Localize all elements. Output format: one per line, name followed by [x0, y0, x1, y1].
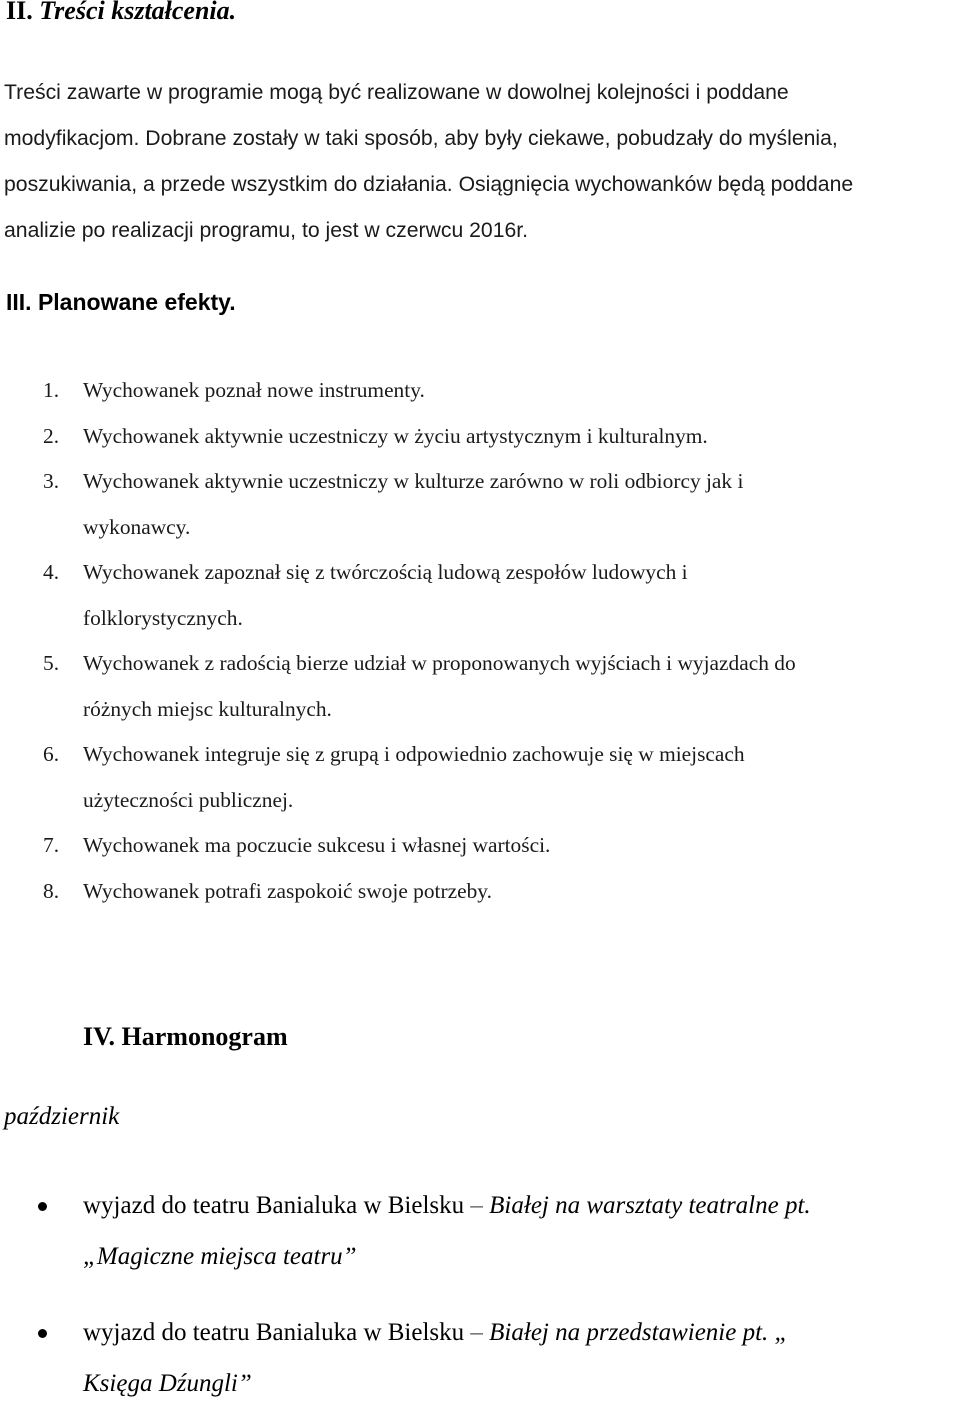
effect-list-item	[0, 414, 960, 460]
paragraph-line: analizie po realizacji programu, to jest w czerwcu 2016r.	[4, 219, 529, 242]
effects-list	[0, 368, 960, 914]
event-description: wyjazd do teatru Banialuka w Bielsku	[83, 1319, 465, 1346]
paragraph-line: poszukiwania, a przede wszystkim do działania. Osiągnięcia wychowanków będą poddane	[4, 173, 854, 196]
effect-list-item	[0, 641, 960, 687]
bullet-icon	[38, 1329, 47, 1338]
effect-text: różnych miejsc kulturalnych.	[83, 696, 332, 721]
effect-text: Wychowanek z radością bierze udział w proponowanych wyjściach i wyjazdach do	[83, 651, 796, 675]
section-heading-harmonogram: IV. Harmonogram	[83, 1022, 288, 1051]
paragraph-line: Treści zawarte w programie mogą być realizowane w dowolnej kolejności i poddane	[4, 81, 789, 104]
effect-text: Wychowanek aktywnie uczestniczy w kulturze zarówno w roli odbiorcy jak i	[83, 469, 744, 493]
effect-list-item	[0, 459, 960, 505]
schedule-item	[0, 1180, 960, 1282]
effect-text: Wychowanek integruje się z grupą i odpowiednio zachowuje się w miejscach	[83, 742, 745, 766]
section-number: II.	[6, 0, 33, 25]
effect-number: 1.	[43, 378, 60, 402]
effect-number: 8.	[43, 878, 60, 903]
effect-text: Wychowanek aktywnie uczestniczy w życiu artystycznym i kulturalnym.	[83, 423, 708, 448]
effect-list-item	[0, 823, 960, 869]
event-title-line: „Magiczne miejsca teatru”	[83, 1243, 357, 1270]
section-title: Treści kształcenia.	[39, 0, 237, 25]
effect-list-item	[0, 550, 960, 596]
bullet-icon	[38, 1202, 47, 1211]
paragraph-line: modyfikacjom. Dobrane zostały w taki sposób, aby były ciekawe, pobudzały do myślenia,	[4, 127, 838, 150]
schedule-line	[83, 1180, 960, 1231]
effect-text: folklorystycznych.	[83, 605, 243, 630]
effect-text: Wychowanek potrafi zaspokoić swoje potrzeby.	[83, 878, 492, 903]
effect-list-item	[0, 732, 960, 778]
effect-list-item	[0, 596, 960, 642]
effect-text: wykonawcy.	[83, 514, 191, 539]
effect-number: 6.	[43, 742, 60, 766]
effect-number: 4.	[43, 560, 60, 584]
effect-list-item	[0, 687, 960, 733]
effect-list-item	[0, 368, 960, 414]
event-dash: –	[464, 1192, 490, 1219]
event-dash: –	[464, 1319, 490, 1346]
effect-number: 3.	[43, 469, 60, 493]
event-title-part: Białej na warsztaty teatralne pt.	[489, 1192, 811, 1219]
effect-text: Wychowanek ma poczucie sukcesu i własnej wartości.	[83, 833, 551, 857]
effect-list-item	[0, 778, 960, 824]
section-heading-tresci	[6, 0, 236, 26]
schedule-item	[0, 1307, 960, 1409]
schedule-line	[83, 1307, 960, 1358]
effect-number: 5.	[43, 651, 60, 675]
effect-number: 7.	[43, 833, 60, 857]
event-title-part: Białej na przedstawienie pt. „	[489, 1319, 789, 1346]
month-label: październik	[4, 1103, 120, 1130]
event-description: wyjazd do teatru Banialuka w Bielsku	[83, 1192, 465, 1219]
event-title-line: Księga Dźungli”	[83, 1370, 252, 1397]
schedule-list	[0, 1180, 960, 1409]
effect-text: użyteczności publicznej.	[83, 787, 294, 812]
effect-list-item	[0, 505, 960, 551]
effect-number: 2.	[43, 423, 60, 448]
section-paragraph	[4, 70, 960, 254]
effect-text: Wychowanek poznał nowe instrumenty.	[83, 378, 425, 402]
section-heading-efekty: III. Planowane efekty.	[6, 289, 236, 315]
effect-list-item	[0, 869, 960, 915]
effect-text: Wychowanek zapoznał się z twórczością ludową zespołów ludowych i	[83, 560, 688, 584]
